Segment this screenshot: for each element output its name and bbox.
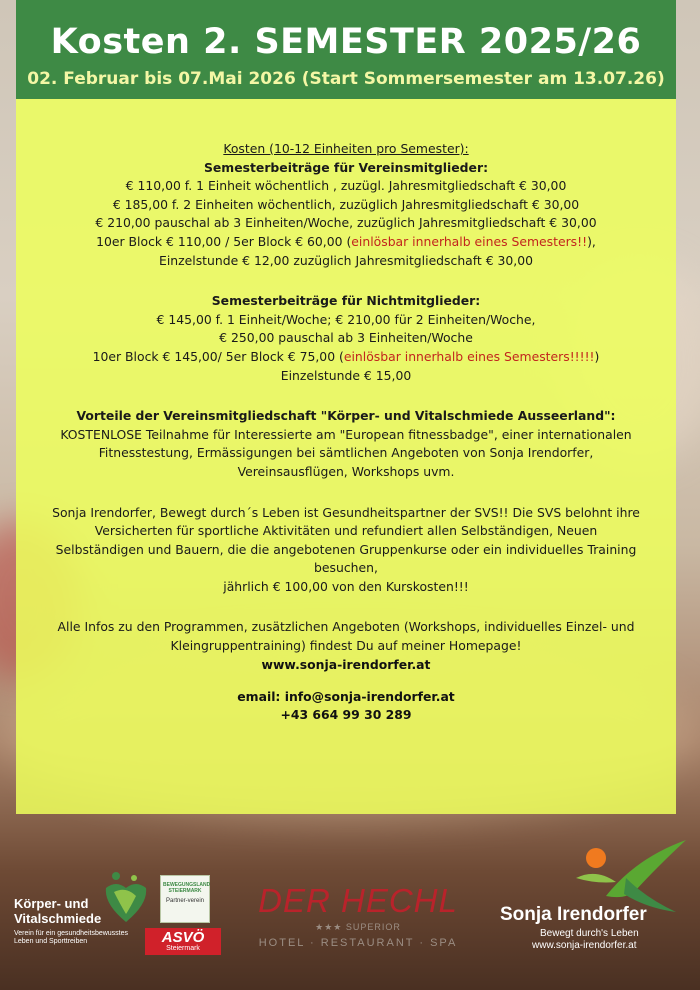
website-link[interactable]: www.sonja-irendorfer.at [261, 657, 431, 672]
info-line-1: Alle Infos zu den Programmen, zusätzlichen Angeboten (Workshops, individuelles Einzel- und [57, 619, 635, 635]
svs-line-2: Versicherten für sportliche Aktivitäten und refundiert allen Selbständigen, Neuen [94, 523, 598, 539]
members-line-2: € 185,00 f. 2 Einheiten wöchentlich, zuzüglich Jahresmitgliedschaft € 30,00 [112, 196, 580, 212]
heart-figure-icon [96, 868, 156, 928]
bew-label: Partner-verein [165, 898, 204, 904]
members-block-line [16, 233, 676, 252]
sonja-name: Sonja Irendorfer [500, 904, 647, 925]
info-line-2: Kleingruppentraining) findest Du auf meiner Homepage! [170, 638, 522, 654]
bewegungsland-badge [160, 875, 210, 923]
nonmembers-heading: Semesterbeiträge für Nichtmitglieder: [211, 293, 481, 309]
advantages-line-2: Fitnesstestung, Ermässigungen bei sämtlichen Angeboten von Sonja Irendorfer, [98, 445, 594, 461]
der-hechl-logo [258, 882, 458, 954]
svs-line-1: Sonja Irendorfer, Bewegt durch´s Leben ist Gesundheitspartner der SVS!! Die SVS belohnt ihre [52, 504, 640, 520]
members-block-note: einlösbar innerhalb eines Semesters!! [351, 233, 588, 249]
members-line-1: € 110,00 f. 1 Einheit wöchentlich , zuzügl. Jahresmitgliedschaft € 30,00 [125, 178, 567, 194]
svs-line-4: besuchen, [314, 560, 378, 576]
contact-block [16, 656, 676, 724]
nonmembers-block-text: 10er Block € 145,00/ 5er Block € 75,00 ( [92, 348, 344, 364]
header-banner [16, 0, 676, 99]
sonja-tagline: Bewegt durch's Leben [540, 928, 639, 939]
hechl-name: DER HECHL [258, 882, 458, 919]
members-block-text: 10er Block € 110,00 / 5er Block € 60,00 ( [96, 233, 352, 249]
advantages-line-3: Vereinsausflügen, Workshops uvm. [237, 463, 455, 479]
sonja-url: www.sonja-irendorfer.at [532, 940, 637, 951]
nonmembers-single: Einzelstunde € 15,00 [280, 367, 412, 383]
sonja-irendorfer-logo [496, 838, 692, 968]
kv-tagline: Verein für ein gesundheitsbewusstes Leben und Sporttreiben [14, 930, 129, 945]
asvo-logo [145, 928, 221, 955]
members-single: Einzelstunde € 12,00 zuzüglich Jahresmitgliedschaft € 30,00 [159, 252, 533, 268]
advantages-line-1: KOSTENLOSE Teilnahme für Interessierte am "European fitnessbadge", einer internationalen [60, 426, 632, 442]
hechl-tagline: HOTEL · RESTAURANT · SPA [258, 937, 458, 949]
content-panel [16, 99, 676, 814]
price-list [16, 140, 676, 656]
hechl-stars: ★★★ SUPERIOR [315, 922, 401, 932]
page-subtitle: 02. Februar bis 07.Mai 2026 (Start Sommersemester am 13.07.26) [27, 69, 665, 89]
nonmembers-line-2: € 250,00 pauschal ab 3 Einheiten/Woche [219, 330, 473, 346]
page-title: Kosten 2. SEMESTER 2025/26 [50, 22, 642, 62]
svs-line-3: Selbständigen und Bauern, die die angebotenen Gruppenkurse oder ein individuelles Training [55, 541, 637, 557]
svs-line-5: jährlich € 100,00 von den Kurskosten!!! [223, 578, 469, 594]
nonmembers-block-line [16, 348, 676, 367]
bew-title: BEWEGUNGSLAND STEIERMARK [163, 882, 211, 894]
koerper-vitalschmiede-logo [14, 868, 134, 948]
members-block-end: ), [587, 233, 596, 249]
asvo-name: ASVÖ [161, 929, 205, 946]
costs-intro: Kosten (10-12 Einheiten pro Semester): [223, 141, 469, 156]
advantages-heading: Vorteile der Vereinsmitgliedschaft "Körper- und Vitalschmiede Ausseerland": [76, 408, 616, 424]
nonmembers-block-end: ) [594, 348, 600, 364]
members-line-3: € 210,00 pauschal ab 3 Einheiten/Woche, zuzüglich Jahresmitgliedschaft € 30,00 [95, 215, 597, 231]
asvo-region: Steiermark [166, 945, 200, 952]
members-heading: Semesterbeiträge für Vereinsmitglieder: [203, 159, 489, 175]
kv-name: Körper- und Vitalschmiede [14, 896, 102, 926]
phone-number: +43 664 99 30 289 [280, 707, 412, 722]
nonmembers-block-note: einlösbar innerhalb eines Semesters!!!!! [343, 348, 595, 364]
email-link[interactable]: email: info@sonja-irendorfer.at [237, 689, 455, 704]
nonmembers-line-1: € 145,00 f. 1 Einheit/Woche; € 210,00 für 2 Einheiten/Woche, [156, 311, 536, 327]
